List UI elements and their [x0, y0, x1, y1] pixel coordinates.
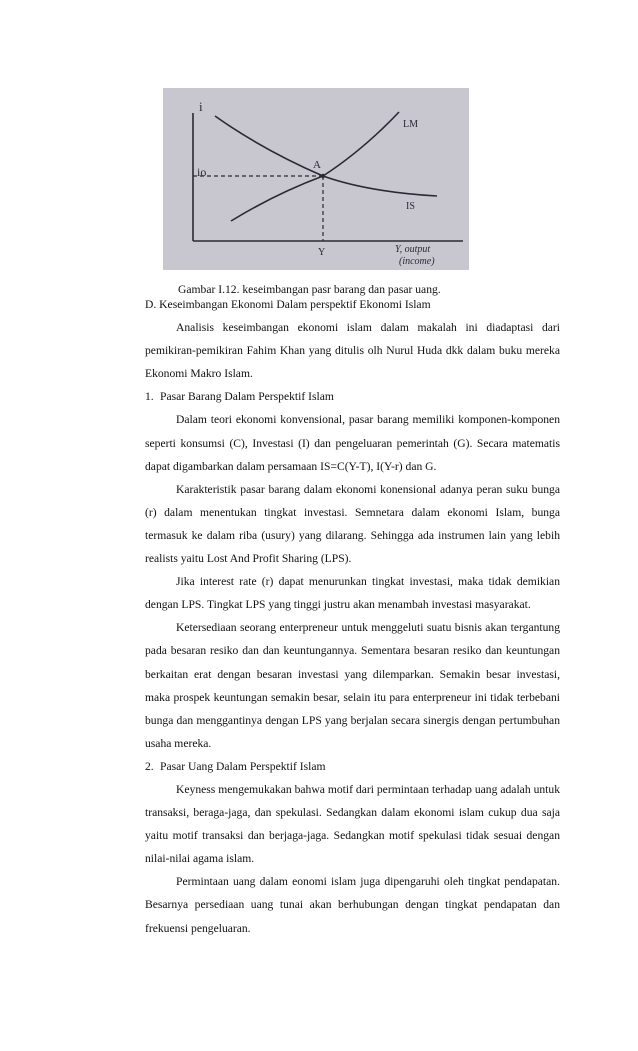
is-lm-diagram	[163, 88, 469, 270]
y-output-label: Y	[318, 247, 326, 258]
figure-caption: Gambar I.12. keseimbangan pasr barang dan pasar uang.	[178, 283, 441, 296]
document-body	[145, 293, 560, 940]
x-axis-sublabel: (income)	[399, 256, 435, 267]
body-paragraph: Karakteristik pasar barang dalam ekonomi konensional adanya peran suku bunga (r) dalam menentukan tingkat investasi. Semnetara dalam ekonomi Islam, bunga termasuk ke dalam riba (usury) yang dilarang. Sehingga ada instrumen lain yang lebih realists yaitu Lost And Profit Sharing (LPS).	[145, 482, 560, 566]
subsection-number: 2.	[145, 759, 154, 773]
body-paragraph: Keyness mengemukakan bahwa motif dari permintaan terhadap uang adalah untuk transaksi, beraga-jaga, dan spekulasi. Sedangkan dalam ekonomi islam cukup dua saja yaitu motif transaksi dan berjaga-jaga. Sedangkan motif spekulasi tidak sesuai dengan nilai-nilai agama islam.	[145, 782, 560, 866]
is-lm-diagram-photo	[163, 88, 469, 270]
lm-label: LM	[403, 119, 418, 130]
body-paragraph: Jika interest rate (r) dapat menurunkan tingkat investasi, maka tidak demikian dengan LPS. Tingkat LPS yang tinggi justru akan menambah investasi masyarakat.	[145, 575, 560, 612]
equilibrium-point	[321, 174, 325, 178]
body-paragraph: Analisis keseimbangan ekonomi islam dalam makalah ini diadaptasi dari pemikiran-pemikiran Fahim Khan yang ditulis olh Nurul Huda dkk dalam buku mereka Ekonomi Makro Islam.	[145, 321, 560, 381]
is-label: IS	[406, 201, 415, 212]
y-axis-label: i	[199, 99, 203, 114]
point-a-label: A	[313, 159, 321, 171]
body-paragraph: Ketersediaan seorang enterpreneur untuk menggeluti suatu bisnis akan tergantung pada besaran resiko dan dan keuntungannya. Sementara besaran resiko dan keuntungan berkaitan erat dengan besaran investasi yang dilemparkan. Semakin besar investasi, maka prospek keuntungan semakin besar, selain itu para enterpreneur ini tidak terbebani bunga dan menggantinya dengan LPS yang berjalan secara sinergis dengan pertumbuhan usaha mereka.	[145, 621, 560, 750]
subsection-heading	[145, 755, 560, 778]
body-paragraph: Permintaan uang dalam eonomi islam juga dipengaruhi oleh tingkat pendapatan. Besarnya persediaan uang tunai akan berhubungan dengan tingkat pendapatan dan frekuensi pengeluaran.	[145, 875, 560, 935]
subsection-number: 1.	[145, 390, 154, 404]
subsection-title: Pasar Barang Dalam Perspektif Islam	[160, 390, 334, 404]
subsection-title: Pasar Uang Dalam Perspektif Islam	[160, 759, 326, 773]
section-heading: D. Keseimbangan Ekonomi Dalam perspektif Ekonomi Islam	[145, 298, 431, 311]
body-paragraph: Dalam teori ekonomi konvensional, pasar barang memiliki komponen-komponen seperti konsumsi (C), Investasi (I) dan pengeluaran pemerintah (G). Secara matematis dapat digambarkan dalam persamaan IS=C(Y-T), I(Y-r) dan G.	[145, 413, 560, 473]
x-axis-label: Y, output	[395, 244, 431, 255]
subsection-heading	[145, 385, 560, 408]
io-label: io	[197, 165, 207, 179]
